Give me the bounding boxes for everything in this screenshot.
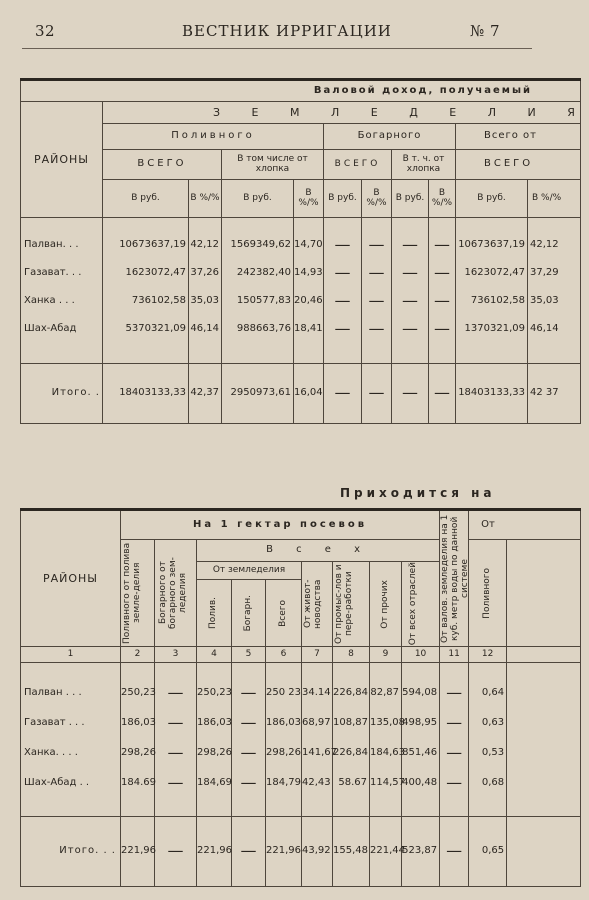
table2-col9-head: От прочих xyxy=(379,579,390,629)
table2-title: Приходится на xyxy=(340,486,496,500)
table2-group-zemled: От земледелия xyxy=(197,562,302,580)
issue-number: № 7 xyxy=(470,22,501,40)
table2-group-gektar: На 1 гектар посевов xyxy=(121,510,440,540)
table2-column-numbers: 1 2 3 4 5 6 7 8 9 10 11 12 xyxy=(21,647,581,663)
table-row: Газават. . . 1623072,47 37,26 242382,40 14,93 — — — — 1623072,47 37,29 xyxy=(21,260,581,288)
page-number: 32 xyxy=(35,22,56,40)
table1-vsego-total: ВСЕГО xyxy=(456,150,581,180)
table-row: Шах-Абад 5370321,09 46,14 988663,76 18,41 — — — — 1370321,09 46,14 xyxy=(21,316,581,344)
table1-vtom-hlopka: В том числе от хлопка xyxy=(222,150,324,180)
table2-col-raion: РАЙОНЫ xyxy=(21,510,121,647)
table2-col5-head: Богарн. xyxy=(242,594,253,632)
table2-col6-head: Всего xyxy=(277,599,288,627)
table1-vrub-1: В руб. xyxy=(103,180,189,218)
table1-col-raion: РАЙОНЫ xyxy=(21,102,103,218)
table1-vsego-bogar: ВСЕГО xyxy=(324,150,392,180)
table2-col7-head: От живот-новодства xyxy=(303,579,323,629)
table-row: Ханка . . . 736102,58 35,03 150577,83 20,46 — — — — 736102,58 35,03 xyxy=(21,288,581,316)
table1-group-bogar: Богарного xyxy=(324,124,456,150)
table1-group-vsego-ot: Всего от xyxy=(456,124,581,150)
table1-vproc-3: В %/% xyxy=(362,180,392,218)
table1-vsego-poliv: ВСЕГО xyxy=(103,150,222,180)
table1-vrub-5: В руб. xyxy=(456,180,528,218)
journal-title: ВЕСТНИК ИРРИГАЦИИ xyxy=(182,22,392,40)
table1-vtch-hlopka: В т. ч. от хлопка xyxy=(392,150,456,180)
table1-vproc-4: В %/% xyxy=(429,180,456,218)
table2-col2-head: Поливного от полива земле-делия xyxy=(121,542,142,644)
table2-group-vsekh: В с е х xyxy=(197,540,440,562)
table1-vproc-1: В %/% xyxy=(189,180,222,218)
table-row: Шах-Абад . . 184.69 — 184,69 — 184,79 42,43 58.67 114,57 400,48 — 0,68 xyxy=(21,769,581,799)
table2-col10-head: От всех отраслей xyxy=(407,562,418,646)
table2-col12-group: От xyxy=(469,510,581,540)
table2-col11-head: От валов. земледелия на 1 куб. метр воды по данной системе xyxy=(440,514,470,643)
table1-vrub-2: В руб. xyxy=(222,180,294,218)
table1-vproc-5: В %/% xyxy=(528,180,581,218)
table1-subtitle: З Е М Л Е Д Е Л И Я xyxy=(103,102,581,124)
header-rule xyxy=(22,48,532,49)
table-gross-income xyxy=(20,78,589,436)
table1-group-poliv: Поливного xyxy=(103,124,324,150)
table-row-total: Итого. . 18403133,33 42,37 2950973,61 16,04 — — — — 18403133,33 42 37 xyxy=(21,364,581,424)
table2-col4-head: Полив. xyxy=(208,596,219,630)
table1-title: Валовой доход, получаемый xyxy=(21,80,581,102)
table2-col8-head: От промыс-лов и пере-работки xyxy=(334,564,354,644)
table1-vrub-3: В руб. xyxy=(324,180,362,218)
table-row-total: Итого. . . 221,96 — 221,96 — 221,96 43,92 155,48 221,44 523,87 — 0,65 xyxy=(21,817,581,887)
table-per-hectare xyxy=(20,508,536,888)
table1-vrub-4: В руб. xyxy=(392,180,429,218)
table2-col12-head: Поливного xyxy=(481,567,492,619)
table-row: Ханка. . . . 298,26 — 298,26 — 298,26 141,67 226,84 184,63 851,46 — 0,53 xyxy=(21,739,581,769)
table-row: Газават . . . 186,03 — 186,03 — 186,03 68,97 108,87 135,08 498,95 — 0,63 xyxy=(21,709,581,739)
table-row: Палван . . . 250,23 — 250,23 — 250 23 34.14 226,84 82,87 594,08 — 0,64 xyxy=(21,679,581,709)
table1-vproc-2: В %/% xyxy=(294,180,324,218)
table2-col3-head: Богарного от богарного зем-леделия xyxy=(157,557,188,629)
table-row: Палван. . . 10673637,19 42,12 1569349,62 14,70 — — — — 10673637,19 42,12 xyxy=(21,232,581,260)
